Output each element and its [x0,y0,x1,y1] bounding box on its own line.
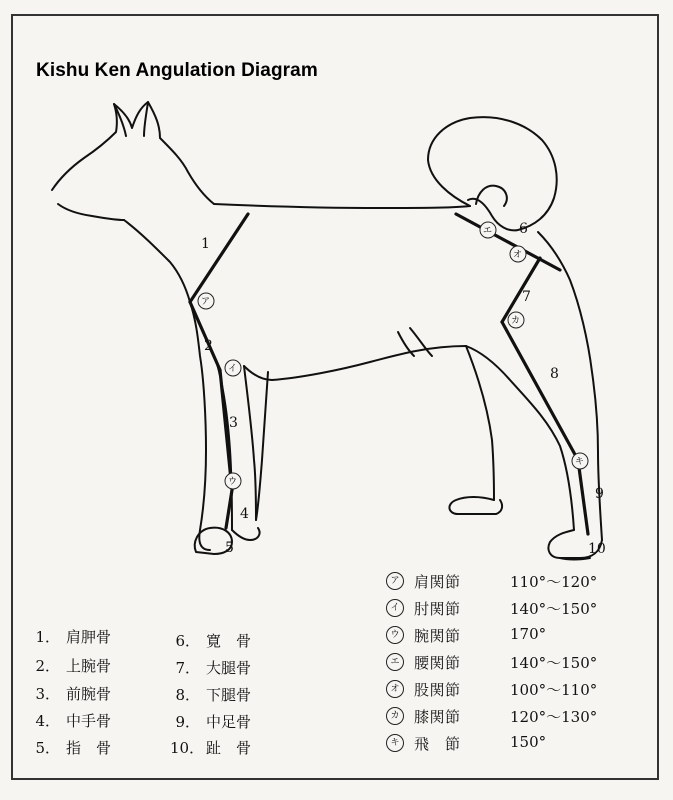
bone-legend-item: 7． 大腿骨 [175,659,252,677]
bone-line-6 [456,214,560,270]
bone-legend-item: 3． 前腕骨 [35,685,112,703]
joint-label-e: エ [483,226,493,236]
joint-label-o: オ [513,250,523,260]
joint-label-ki: キ [575,457,585,467]
joint-mark: イ [386,599,404,617]
bone-line-9 [578,460,588,534]
bone-label-8: 8 [550,366,559,382]
bone-legend-item: 6． 寛 骨 [175,632,252,650]
tail [428,117,557,230]
bone-legend-item: 9． 中足骨 [175,713,252,731]
bone-legend-item: 8． 下腿骨 [175,686,252,704]
bone-label-3: 3 [229,415,238,431]
diagram-title: Kishu Ken Angulation Diagram [36,60,318,81]
joint-label-ka: カ [511,316,521,326]
bone-line-2 [190,302,220,370]
bone-label-7: 7 [522,289,531,305]
muzzle-underside [58,204,124,220]
belly [272,346,466,380]
joint-mark: カ [386,707,404,725]
front-leg-back [244,366,256,520]
joint-mark: ウ [386,626,404,644]
head-outline [52,102,214,204]
joint-label-a: ア [201,297,211,307]
bone-line-1 [190,214,248,302]
neck-front [124,220,190,302]
bone-label-1: 1 [201,236,210,252]
joint-label-i: イ [228,364,238,374]
bone-legend-item: 4． 中手骨 [35,712,112,730]
back-line [214,204,470,208]
joint-mark: オ [386,680,404,698]
bone-label-6: 6 [519,221,528,237]
ear-right [144,102,148,136]
front-paw2 [232,528,260,540]
bone-label-5: 5 [225,540,234,556]
bone-legend-item: 10． 趾 骨 [170,739,252,757]
joint-mark: エ [386,653,404,671]
bone-legend-item: 1． 肩胛骨 [35,628,112,646]
bone-line-8 [502,322,578,460]
hind-paw-back [449,497,502,514]
bone-label-9: 9 [595,486,604,502]
bone-legend-item: 2． 上腕骨 [35,657,112,675]
bone-legend-item: 5． 指 骨 [35,739,112,757]
bone-line-7 [502,258,540,322]
bone-label-2: 2 [204,338,213,354]
joint-mark: キ [386,734,404,752]
bone-label-4: 4 [240,506,249,522]
bone-label-10: 10 [588,541,606,557]
hind-leg-back [466,346,494,500]
joint-mark: ア [386,572,404,590]
page: Kishu Ken Angulation Diagram 1 2 3 4 5 6 7 8 9 10 ア イ ウ エ オ カ キ 1． 肩胛骨 2． 上腕骨 3． 前腕骨 4． 中手骨 5． 指 骨 6． 寛 骨 7． 大腿骨 8． 下腿骨 9． 中足骨 10． 趾 骨 ア 肩関節 110°～120° イ 肘関節 140°～150° ウ 腕関節 170° エ 腰関節 140°～150° オ 股関節 100°～110° カ 膝関節 120°～130° キ 飛 節 150° [0,0,673,800]
front-leg-back2 [256,372,268,520]
joint-label-u: ウ [228,477,238,487]
